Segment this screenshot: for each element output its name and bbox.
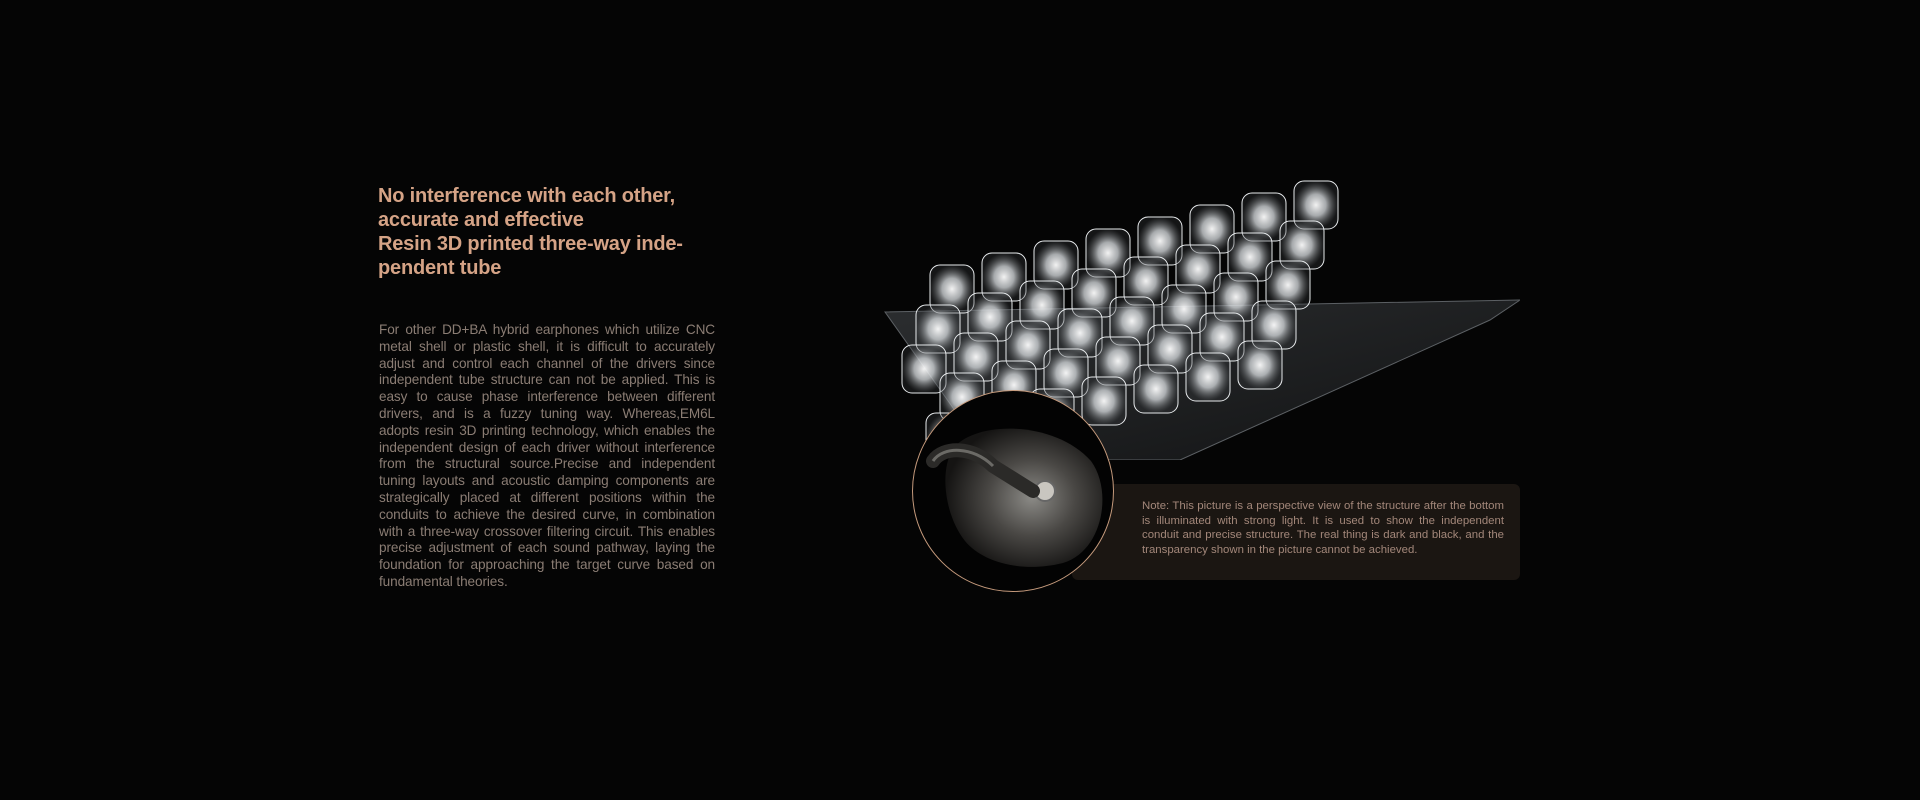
resin-tube-shape bbox=[1238, 341, 1282, 389]
earphone-illustration bbox=[913, 391, 1114, 592]
feature-heading bbox=[378, 184, 715, 280]
earphone-inset-image bbox=[912, 390, 1114, 592]
feature-description: For other DD+BA hybrid earphones which utilize CNC metal shell or plastic shell, it is difficult to accurately adjust and control each channel of the drivers since independent tube structure can not be applied. This is easy to cause phase interference between different drivers, and is a fuzzy tuning way. Whereas,EM6L adopts resin 3D printing technology, which enables the independent design of each driver without interference from the structural source.Precise and independent tuning layouts and acoustic damping components are strategically placed at different positions within the conduits to achieve the desired curve, in combination with a three-way crossover filtering circuit. This enables precise adjustment of each sound pathway, laying the foundation for approaching the target curve based on fundamental theories. bbox=[379, 322, 715, 589]
resin-tube-shape bbox=[1082, 377, 1126, 425]
heading-line-3: Resin 3D printed three-way inde- bbox=[378, 233, 683, 255]
resin-tube-shape bbox=[1186, 353, 1230, 401]
note-text: Note: This picture is a perspective view of the structure after the bottom is illuminated with strong light. It is used to show the independent conduit and precise structure. The real thing is dark and black, and the transparency shown in the picture cannot be achieved. bbox=[1142, 500, 1504, 556]
resin-tube-shape bbox=[902, 345, 946, 393]
note-box bbox=[1072, 484, 1520, 580]
resin-tube-shape bbox=[1134, 365, 1178, 413]
heading-line-4: pendent tube bbox=[378, 257, 502, 279]
heading-line-1: No interference with each other, bbox=[378, 185, 676, 207]
feature-text-block bbox=[378, 184, 715, 591]
heading-line-2: accurate and effective bbox=[378, 209, 584, 231]
